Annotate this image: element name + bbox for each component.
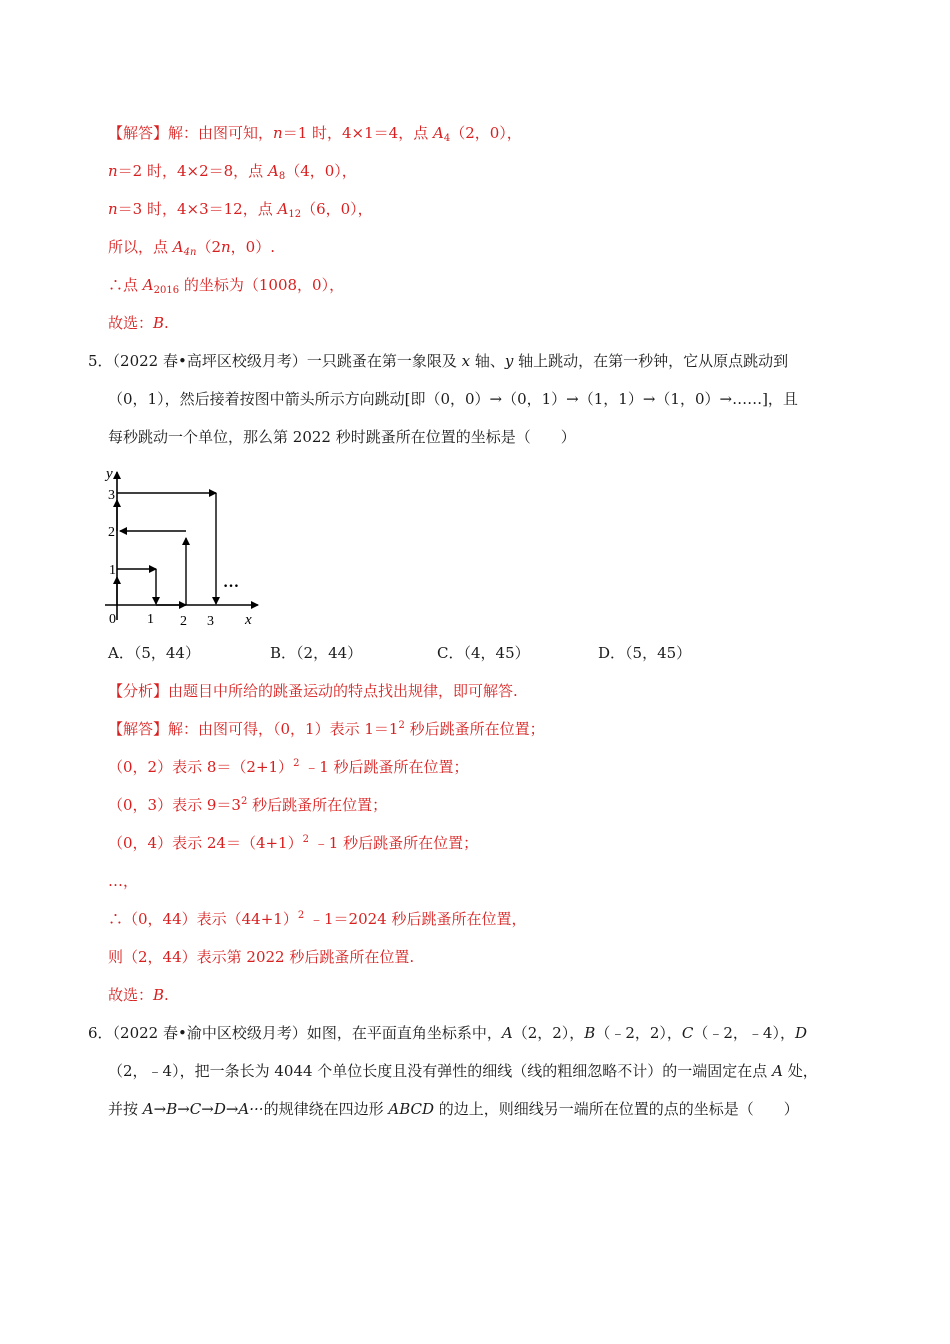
- option-c[interactable]: C．（4，45）: [437, 644, 530, 662]
- solution-tag: 【解答】: [108, 124, 169, 142]
- solution5-line6: ∴（0，44）表示$(44+1)^2$ ﹣1＝2024 秒后跳蚤所在位置，: [108, 910, 527, 928]
- solution5-line8: 故选：B.: [108, 986, 169, 1004]
- solution4-line5: ∴点 $A_{2016}$ 的坐标为（1008，0），: [108, 276, 345, 296]
- x-axis-label: x: [245, 612, 252, 628]
- solution5-line5: …，: [108, 872, 139, 890]
- flea-jump-figure: [100, 460, 270, 630]
- solution4-line2: n＝2 时，4×2＝8，点 $A_8(4$，0），: [108, 162, 357, 182]
- q5-stem-line2: （0，1），然后接着按图中箭头所示方向跳动[即（0，0）→（0，1）→（1，1）→（1，0）→……]，且: [108, 390, 798, 408]
- solution5-line2: （0，2）表示 $8=(2+1)^2$ ﹣1 秒后跳蚤所在位置；: [108, 758, 469, 776]
- x-tick-label: 0: [109, 612, 116, 627]
- q5-stem-line3: 每秒跳动一个单位，那么第 2022 秒时跳蚤所在位置的坐标是（ ）: [108, 428, 576, 446]
- solution4-line1: 【解答】解：由图可知，n＝1 时，4×1＝4，点 $A_4(2$，0），: [108, 124, 522, 144]
- y-tick-label: 3: [108, 488, 115, 503]
- solution-tag: 【解答】: [108, 720, 169, 738]
- solution4-line4: 所以，点 $A_{4n}(2n$，0）.: [108, 238, 275, 258]
- q6-stem-line1: 6．（2022 春•渝中区校级月考）如图，在平面直角坐标系中，A（2，2），B（﹣2，2），C（﹣2，﹣4），D: [88, 1024, 808, 1042]
- option-d[interactable]: D．（5，45）: [598, 644, 692, 662]
- solution5-line7: 则（2，44）表示第 2022 秒后跳蚤所在位置.: [108, 948, 415, 966]
- analysis5: 【分析】由题目中所给的跳蚤运动的特点找出规律，即可解答.: [108, 682, 518, 700]
- q5-stem-line1: 5．（2022 春•高坪区校级月考）一只跳蚤在第一象限及 x 轴、y 轴上跳动，在第一秒钟，它从原点跳动到: [88, 352, 789, 370]
- figure-ellipsis: …: [223, 574, 239, 591]
- x-tick-label: 1: [147, 612, 154, 627]
- solution4-line6: 故选：B.: [108, 314, 169, 332]
- y-tick-label: 2: [108, 525, 115, 540]
- y-tick-label: 1: [109, 563, 116, 578]
- analysis-tag: 【分析】: [108, 682, 169, 700]
- q6-stem-line3: 并按 A→B→C→D→A···的规律绕在四边形 ABCD 的边上，则细线另一端所在位置的点的坐标是（ ）: [108, 1100, 799, 1118]
- x-tick-label: 3: [207, 614, 214, 629]
- y-axis-label: y: [106, 466, 113, 482]
- solution5-line1: 【解答】解：由图可得，（0，1）表示 $1=1^2$ 秒后跳蚤所在位置；: [108, 720, 545, 738]
- solution5-line4: （0，4）表示 $24=(4+1)^2$ ﹣1 秒后跳蚤所在位置；: [108, 834, 479, 852]
- solution4-line3: n＝3 时，4×3＝12，点 $A_{12}(6$，0），: [108, 200, 373, 220]
- x-tick-label: 2: [180, 614, 187, 629]
- solution5-line3: （0，3）表示 $9=3^2$ 秒后跳蚤所在位置；: [108, 796, 388, 814]
- q6-stem-line2: （2，﹣4），把一条长为 4044 个单位长度且没有弹性的细线（线的粗细忽略不计）的一端固定在点 A 处，: [108, 1062, 818, 1080]
- option-a[interactable]: A．（5，44）: [108, 644, 200, 662]
- option-b[interactable]: B．（2，44）: [270, 644, 363, 662]
